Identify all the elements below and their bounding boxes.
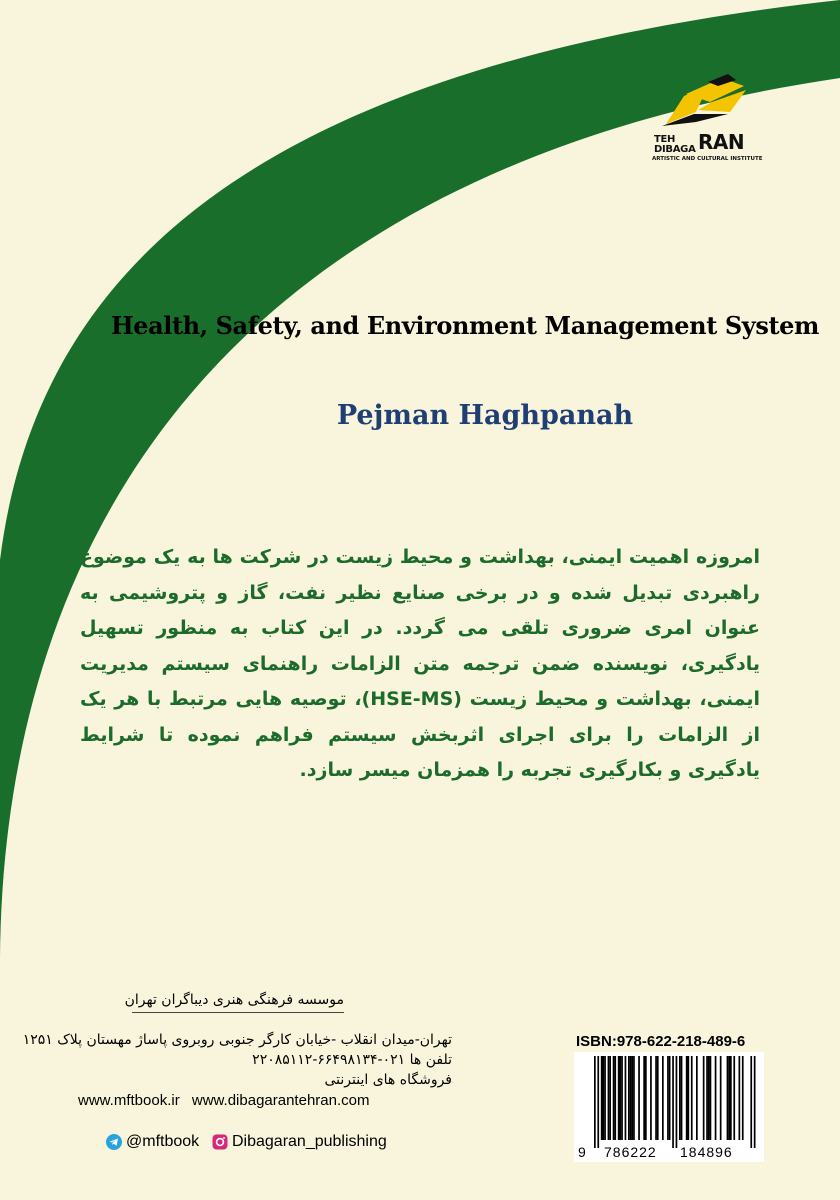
barcode-bar	[672, 1056, 674, 1148]
barcode-bar	[601, 1056, 603, 1140]
barcode-bar	[696, 1056, 698, 1140]
barcode-bar	[667, 1056, 669, 1140]
website-mftbook[interactable]: www.mftbook.ir	[78, 1092, 180, 1109]
author-name: Pejman Haghpanah	[336, 400, 634, 431]
barcode-bar	[618, 1056, 620, 1140]
barcode-bar	[657, 1056, 659, 1140]
website-dibagaran[interactable]: www.dibagarantehran.com	[191, 1092, 370, 1109]
open-book-logo-icon	[648, 72, 758, 132]
dibagaran-tehran-logo	[648, 72, 763, 172]
barcode-bar	[676, 1056, 678, 1148]
publisher-phones: تلفن ها ۰۲۱-۶۶۴۹۸۱۳۴-۲۲۰۸۵۱۱۲	[252, 1052, 452, 1068]
barcode-bar	[708, 1056, 710, 1140]
barcode-bar	[643, 1056, 645, 1140]
barcode-bar	[691, 1056, 693, 1140]
barcode-bar	[633, 1056, 635, 1140]
barcode-bar	[625, 1056, 627, 1140]
instagram-handle-text: Dibagaran_publishing	[232, 1133, 387, 1150]
barcode-digits-group1: 786222	[604, 1144, 657, 1160]
barcode-bar	[613, 1056, 615, 1140]
barcode-bar	[730, 1056, 732, 1140]
telegram-handle[interactable]	[106, 1131, 199, 1153]
barcode-bar	[739, 1056, 741, 1140]
barcode-bar	[594, 1056, 596, 1148]
book-description: امروزه اهمیت ایمنی، بهداشت و محیط زیست در شرکت ها به یک موضوع راهبردی تبدیل شده و در برخی صنایع نظیر نفت، گاز و پتروشیمی به عنوان امری ضروری تلقی می گردد. در این کتاب به منظور تسهیل یادگیری، نویسنده ضمن ترجمه متن الزامات راهنمای سیستم مدیریت ایمنی، بهداشت و محیط زیست (HSE-MS)، توصیه هایی مرتبط با هر یک از الزامات را برای اجرای اثربخش سیستم فراهم نموده تا شرایط یادگیری و بکارگیری تجربه را همزمان میسر سازد.	[80, 546, 760, 781]
barcode-bars	[574, 1052, 764, 1162]
barcode-bar	[662, 1056, 664, 1140]
barcode-bar	[638, 1056, 640, 1140]
isbn-barcode	[574, 1052, 764, 1162]
logo-tagline: ARTISTIC AND CULTURAL INSTITUTE	[652, 156, 763, 162]
instagram-icon	[212, 1134, 228, 1150]
barcode-bar	[631, 1056, 633, 1140]
barcode-bar	[688, 1056, 690, 1140]
barcode-bar	[720, 1056, 722, 1140]
barcode-bar	[621, 1056, 623, 1140]
barcode-digits-group2: 184896	[680, 1144, 733, 1160]
barcode-bar	[727, 1056, 729, 1140]
barcode-bar	[728, 1056, 730, 1140]
barcode-bar	[686, 1056, 688, 1140]
online-shops-label: فروشگاه های اینترنتی	[324, 1072, 452, 1088]
barcode-bar	[608, 1056, 610, 1140]
barcode-bar	[645, 1056, 647, 1140]
barcode-digit-first: 9	[578, 1144, 586, 1160]
book-title-english: Health, Safety, and Environment Management System	[110, 311, 820, 340]
logo-brand-small: TEH DIBAGA	[654, 134, 696, 155]
barcode-bar	[609, 1056, 611, 1140]
barcode-bar	[630, 1056, 632, 1140]
barcode-bar	[603, 1056, 605, 1140]
barcode-bar	[604, 1056, 606, 1140]
barcode-bar	[754, 1056, 756, 1148]
publisher-name: موسسه فرهنگی هنری دیباگران تهران	[132, 990, 344, 1013]
publisher-address: تهران-میدان انقلاب -خیابان کارگر جنوبی روبروی پاساژ مهستان پلاک ۱۲۵۱	[22, 1032, 452, 1048]
barcode-bar	[679, 1056, 681, 1140]
barcode-bar	[703, 1056, 705, 1140]
isbn-label: ISBN:978-622-218-489-6	[576, 1033, 746, 1050]
barcode-bar	[655, 1056, 657, 1140]
barcode-bar	[750, 1056, 752, 1148]
barcode-bar	[681, 1056, 683, 1140]
barcode-bar	[650, 1056, 652, 1140]
logo-brand-big: RAN	[698, 130, 745, 154]
barcode-bar	[614, 1056, 616, 1140]
barcode-bar	[628, 1056, 630, 1140]
instagram-handle[interactable]	[212, 1131, 387, 1153]
barcode-bar	[597, 1056, 599, 1148]
telegram-icon	[106, 1134, 122, 1150]
barcode-bar	[706, 1056, 708, 1140]
barcode-bar	[620, 1056, 622, 1140]
barcode-bar	[733, 1056, 735, 1140]
websites	[78, 1090, 369, 1112]
barcode-bar	[742, 1056, 744, 1140]
barcode-bar	[710, 1056, 712, 1140]
barcode-bar	[715, 1056, 717, 1140]
telegram-handle-text: @mftbook	[126, 1133, 200, 1150]
barcode-bar	[669, 1056, 671, 1140]
